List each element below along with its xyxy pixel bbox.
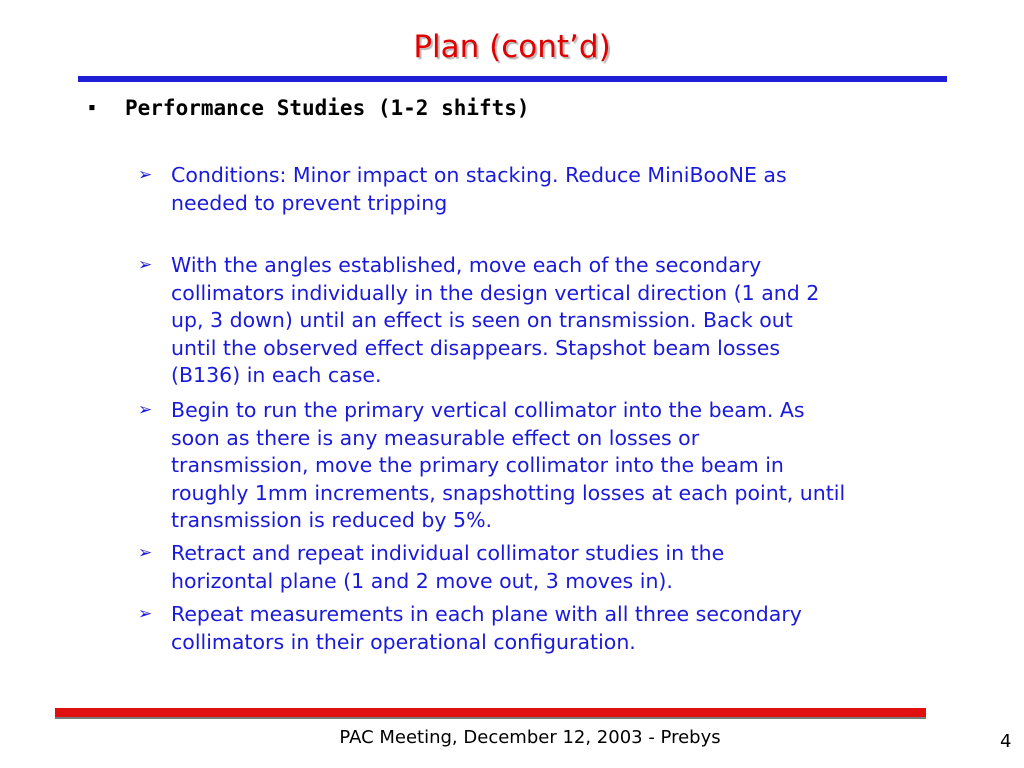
arrow-bullet-icon: ➢ xyxy=(138,400,153,420)
sub-bullet-text: Retract and repeat individual collimator studies in the horizontal plane (1 and 2 move out, 3 moves in). xyxy=(171,541,725,593)
square-bullet-icon: ▪ xyxy=(88,100,96,115)
footer-rule xyxy=(55,708,926,717)
arrow-bullet-icon: ➢ xyxy=(138,165,153,185)
slide-title: Plan (cont’d) xyxy=(413,29,611,65)
page-number: 4 xyxy=(1000,731,1012,752)
arrow-bullet-icon: ➢ xyxy=(138,255,153,275)
sub-bullet-text: With the angles established, move each of the secondary collimators individually in the design vertical direction (1 and 2 up, 3 down) until an effect is seen on transmission. Back out until the observed effect disappears. Stapshot beam losses (B136) in each case. xyxy=(171,253,820,387)
footer-text: PAC Meeting, December 12, 2003 - Prebys xyxy=(339,727,721,748)
arrow-bullet-icon: ➢ xyxy=(138,543,153,563)
title-underline-rule xyxy=(78,76,947,82)
main-bullet-text: Performance Studies (1-2 shifts) xyxy=(125,96,530,120)
sub-bullet-text: Conditions: Minor impact on stacking. Reduce MiniBooNE as needed to prevent tripping xyxy=(171,163,787,215)
sub-bullet-text: Begin to run the primary vertical collimator into the beam. As soon as there is any measurable effect on losses or transmission, move the primary collimator into the beam in roughly 1mm increments, snapshotting losses at each point, until transmission is reduced by 5%. xyxy=(171,398,846,532)
arrow-bullet-icon: ➢ xyxy=(138,604,153,624)
sub-bullet-text: Repeat measurements in each plane with all three secondary collimators in their operational configuration. xyxy=(171,602,802,654)
